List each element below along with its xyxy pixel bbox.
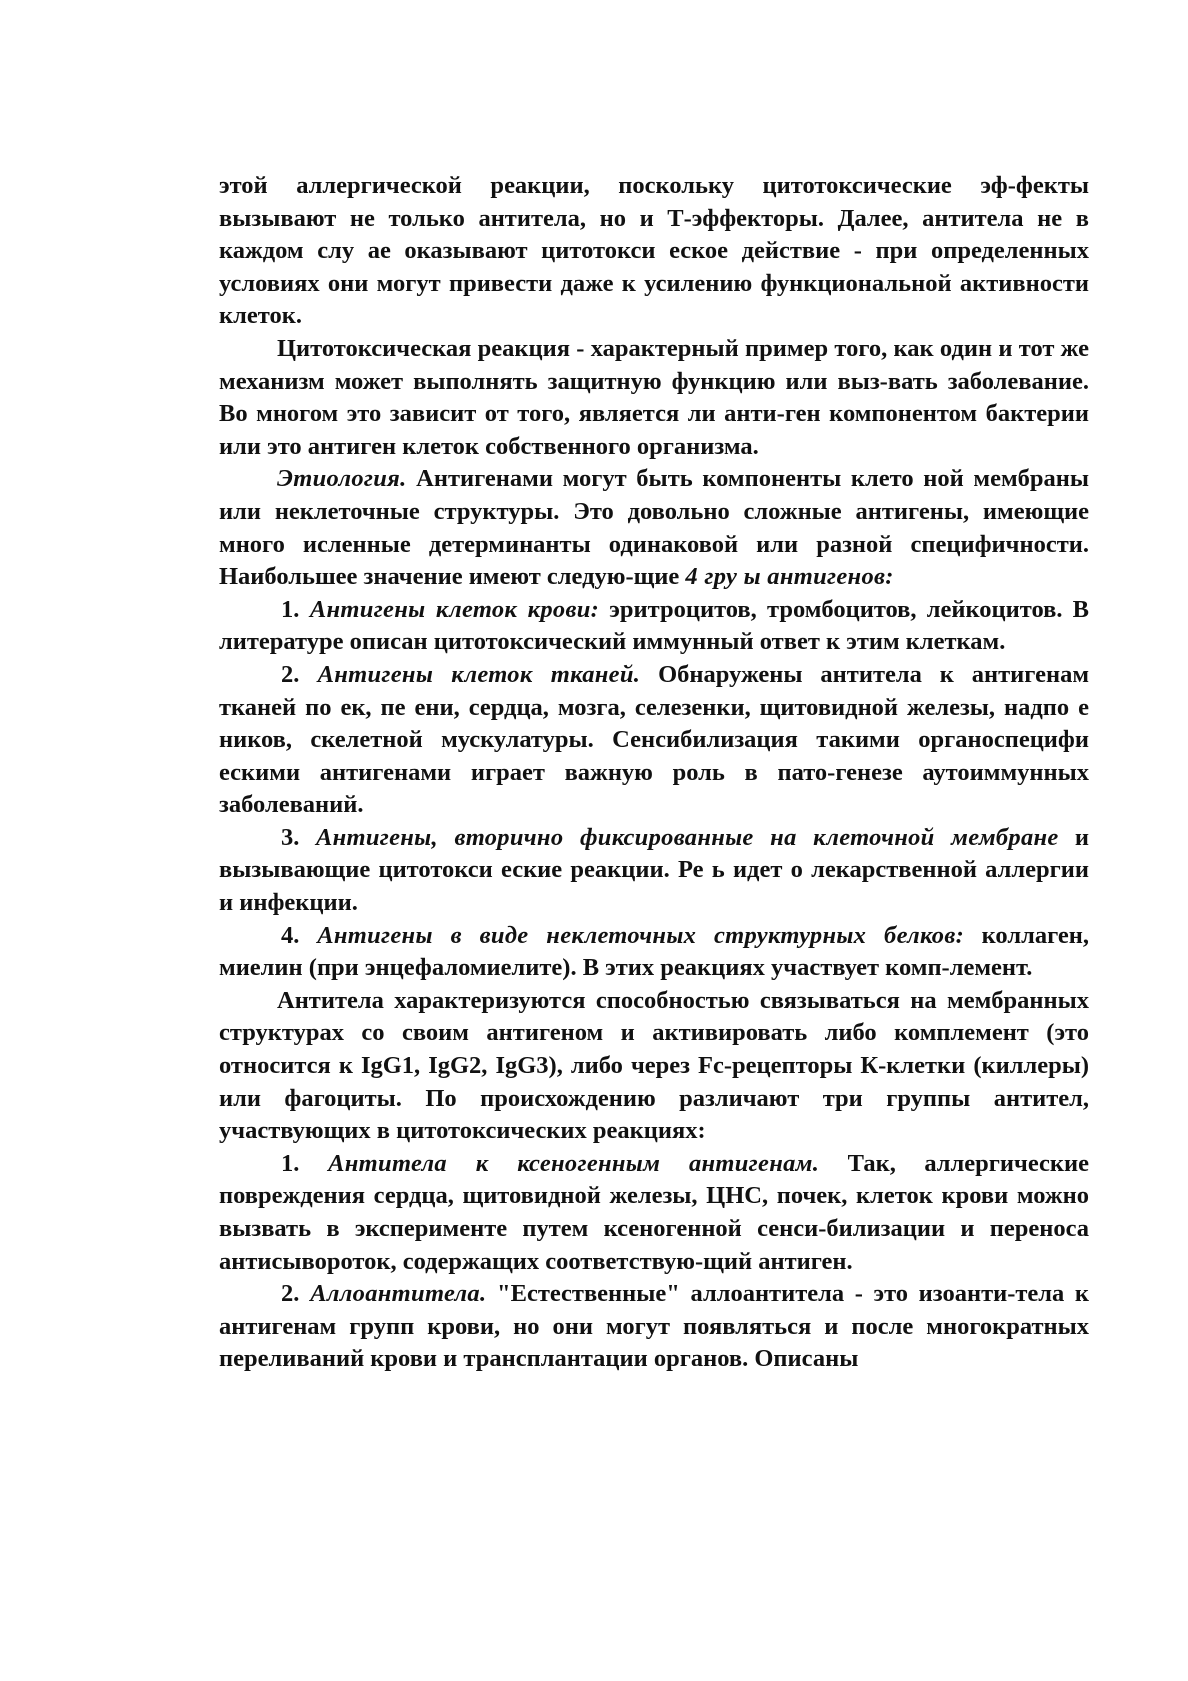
list-item-title: Аллоантитела.	[299, 1280, 487, 1308]
list-number: 2.	[281, 1280, 300, 1308]
etiology-heading: Этиология.	[277, 465, 407, 493]
list-item-text: и вызывающие цитотокси еские реакции. Ре ь идет о лекарственной аллергии и инфекции.	[219, 823, 1089, 917]
list-item-text: Так, аллергические повреждения сердца, щитовидной железы, ЦНС, почек, клеток крови можно вызвать в эксперименте путем ксеногенной сенси-билизации и переноса антисывороток, содержащих соответствую-щий антиген.	[219, 1149, 1089, 1275]
list-item-xenogenic	[219, 1148, 1089, 1278]
list-number: 2.	[281, 660, 300, 688]
list-item-title: Антигены, вторично фиксированные на клеточной мембране	[299, 823, 1059, 851]
list-item-secondary-fixed	[219, 822, 1089, 920]
list-item-blood-cells	[219, 594, 1089, 659]
paragraph-etiology	[219, 463, 1089, 593]
document-page	[219, 170, 1089, 1376]
paragraph-1: этой аллергической реакции, поскольку цитотоксические эф-фекты вызывают не только антитела, но и Т-эффекторы. Далее, антитела не в каждом слу ае оказывают цитотокси еское действие - при определенных условиях они могут привести даже к усилению функциональной активности клеток.	[219, 172, 1089, 330]
list-item-text: Обнаружены антитела к антигенам тканей по ек, пе ени, сердца, мозга, селезенки, щитовидной железы, надпо е ников, скелетной мускулатуры. Сенсибилизация такими органоспецифи ескими антигенами играет важную роль в пато-генезе аутоиммунных заболеваний.	[219, 660, 1090, 819]
list-item-text: коллаген, миелин (при энцефаломиелите). В этих реакциях участвует комп-лемент.	[219, 921, 1089, 982]
list-number: 4.	[281, 921, 300, 949]
list-item-alloantibodies	[219, 1278, 1089, 1376]
list-number: 1.	[281, 1149, 300, 1177]
list-item-tissue-cells	[219, 659, 1089, 822]
list-item-text: эритроцитов, тромбоцитов, лейкоцитов. В литературе описан цитотоксический иммунный ответ к этим клеткам.	[219, 595, 1089, 656]
paragraph-antibodies: Антитела характеризуются способностью связываться на мембранных структурах со своим антигеном и активировать либо комплемент (это относится к IgG1, IgG2, IgG3), либо через Fc-рецепторы К-клетки (киллеры) или фагоциты. По происхождению различают три группы антител, участвующих в цитотоксических реакциях:	[219, 986, 1089, 1145]
list-item-title: Антигены клеток тканей.	[299, 660, 641, 688]
list-item-title: Антигены клеток крови:	[299, 595, 600, 623]
list-item-text: "Естественные" аллоантитела - это изоанти-тела к антигенам групп крови, но они могут появляться и после многократных переливаний крови и трансплантации органов. Описаны	[219, 1280, 1089, 1373]
etiology-text-italic-end: 4 гру ы антигенов:	[685, 563, 894, 591]
etiology-text: Антигенами могут быть компоненты клето ной мембраны или неклеточные структуры. Это довольно сложные антигены, имеющие много исленные детерминанты одинаковой или разной специфичности. Наибольшее значение имеют следую-щие	[219, 465, 1089, 591]
list-item-structural-proteins	[219, 920, 1089, 985]
list-number: 1.	[281, 595, 300, 623]
paragraph-2: Цитотоксическая реакция - характерный пример того, как один и тот же механизм может выполнять защитную функцию или выз-вать заболевание. Во многом это зависит от того, является ли анти-ген компонентом бактерии или это антиген клеток собственного организма.	[219, 334, 1089, 460]
list-item-title: Антитела к ксеногенным антигенам.	[299, 1149, 820, 1177]
list-number: 3.	[281, 823, 300, 851]
list-item-title: Антигены в виде неклеточных структурных белков:	[299, 921, 965, 949]
